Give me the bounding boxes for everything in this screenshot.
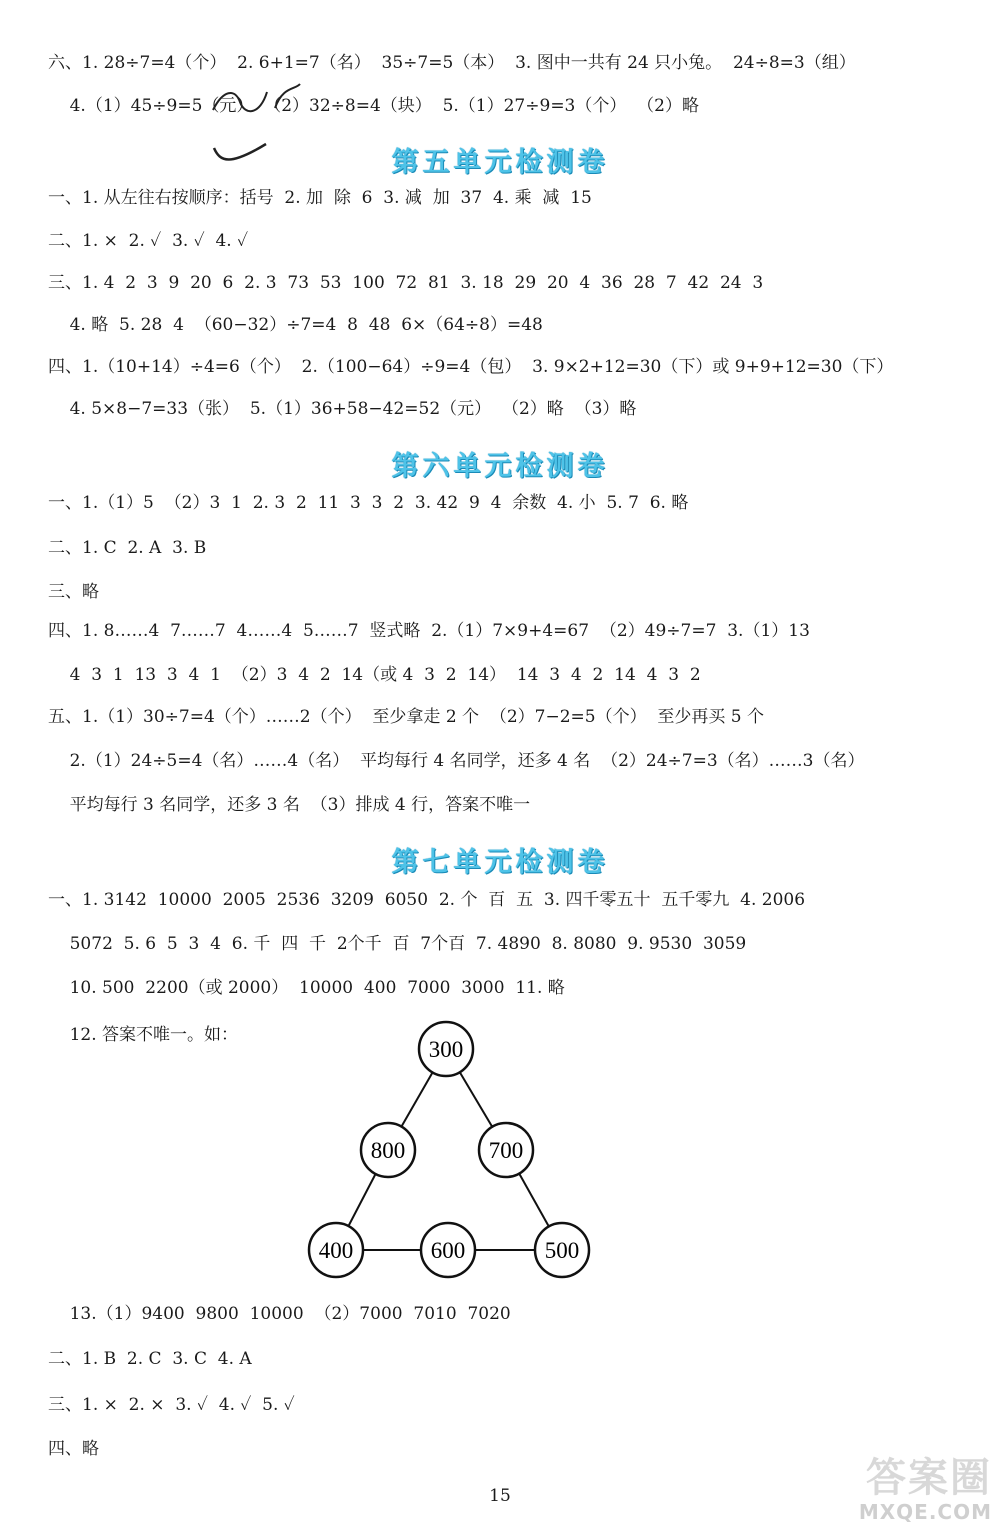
answer-line: 5072 5. 6 5 3 4 6. 千 四 千 2个千 百 7个百 7. 4890 8. 8080 9. 9530 3059 (48, 934, 747, 954)
answer-line: 4. 略 5. 28 4 （60−32）÷7=4 8 48 6×（64÷8）=48 (48, 315, 543, 335)
answer-line: 一、1.（1）5 （2）3 1 2. 3 2 11 3 3 2 3. 42 9 4 余数 4. 小 5. 7 6. 略 (48, 493, 689, 513)
watermark-url: MXQE.COM (858, 1500, 992, 1524)
answer-line: 一、1. 3142 10000 2005 2536 3209 6050 2. 个 百 五 3. 四千零五十 五千零九 4. 2006 (48, 890, 806, 910)
answer-line: 四、1.（10+14）÷4=6（个） 2.（100−64）÷9=4（包） 3. 9×2+12=30（下）或 9+9+12=30（下） (48, 357, 894, 377)
section-heading-unit5: 第五单元检测卷 (391, 147, 609, 178)
answer-line: 10. 500 2200（或 2000） 10000 400 7000 3000 11. 略 (48, 978, 565, 998)
answer-line: 三、略 (48, 582, 99, 602)
diagram-node-label: 400 (318, 1238, 354, 1263)
page-number: 15 (489, 1486, 511, 1506)
answer-line: 4 3 1 13 3 4 1 （2）3 4 2 14（或 4 3 2 14） 14 3 4 2 14 4 3 2 (48, 665, 701, 685)
answer-line: 平均每行 3 名同学，还多 3 名 （3）排成 4 行，答案不唯一 (48, 795, 531, 815)
handwritten-scribble (205, 80, 305, 120)
watermark-title: 答案圈 (866, 1455, 992, 1501)
answer-line: 2.（1）24÷5=4（名）……4（名） 平均每行 4 名同学，还多 4 名 （2）24÷7=3（名）……3（名） (48, 751, 865, 771)
answer-line: 一、1. 从左往右按顺序：括号 2. 加 除 6 3. 减 加 37 4. 乘 减 15 (48, 188, 592, 208)
answer-line: 三、1. × 2. × 3. ✓ 4. ✓ 5. ✓ (48, 1395, 295, 1415)
diagram-node-label: 600 (430, 1238, 466, 1263)
answer-line: 4. 5×8−7=33（张） 5.（1）36+58−42=52（元） （2）略 （3）略 (48, 399, 637, 419)
answer-line: 二、1. × 2. ✓ 3. ✓ 4. ✓ (48, 231, 249, 251)
answer-line: 五、1.（1）30÷7=4（个）……2（个） 至少拿走 2 个 （2）7−2=5（个） 至少再买 5 个 (48, 707, 765, 727)
answer-line: 二、1. B 2. C 3. C 4. A (48, 1349, 252, 1369)
number-triangle-diagram (300, 1020, 600, 1290)
answer-line: 13.（1）9400 9800 10000 （2）7000 7010 7020 (48, 1304, 511, 1324)
answer-line: 四、1. 8……4 7……7 4……4 5……7 竖式略 2.（1）7×9+4=67 （2）49÷7=7 3.（1）13 (48, 621, 810, 641)
section-heading-unit6: 第六单元检测卷 (391, 451, 609, 482)
watermark-logo (859, 1456, 992, 1524)
section-heading-unit7: 第七单元检测卷 (391, 847, 609, 878)
answer-line: 三、1. 4 2 3 9 20 6 2. 3 73 53 100 72 81 3. 18 29 20 4 36 28 7 42 24 3 (48, 273, 764, 293)
answer-line: 六、1. 28÷7=4（个） 2. 6+1=7（名） 35÷7=5（本） 3. 图中一共有 24 只小兔。 24÷8=3（组） (48, 53, 856, 73)
diagram-node-label: 800 (370, 1138, 406, 1163)
answer-line: 4.（1）45÷9=5（元） （2）32÷8=4（块） 5.（1）27÷9=3（个） （2）略 (48, 96, 699, 116)
diagram-node-label: 500 (544, 1238, 580, 1263)
answer-line: 二、1. C 2. A 3. B (48, 538, 207, 558)
diagram-node-label: 700 (488, 1138, 524, 1163)
diagram-node-label: 300 (428, 1037, 464, 1062)
answer-line: 四、略 (48, 1439, 99, 1459)
answer-line: 12. 答案不唯一。如： (48, 1025, 239, 1045)
